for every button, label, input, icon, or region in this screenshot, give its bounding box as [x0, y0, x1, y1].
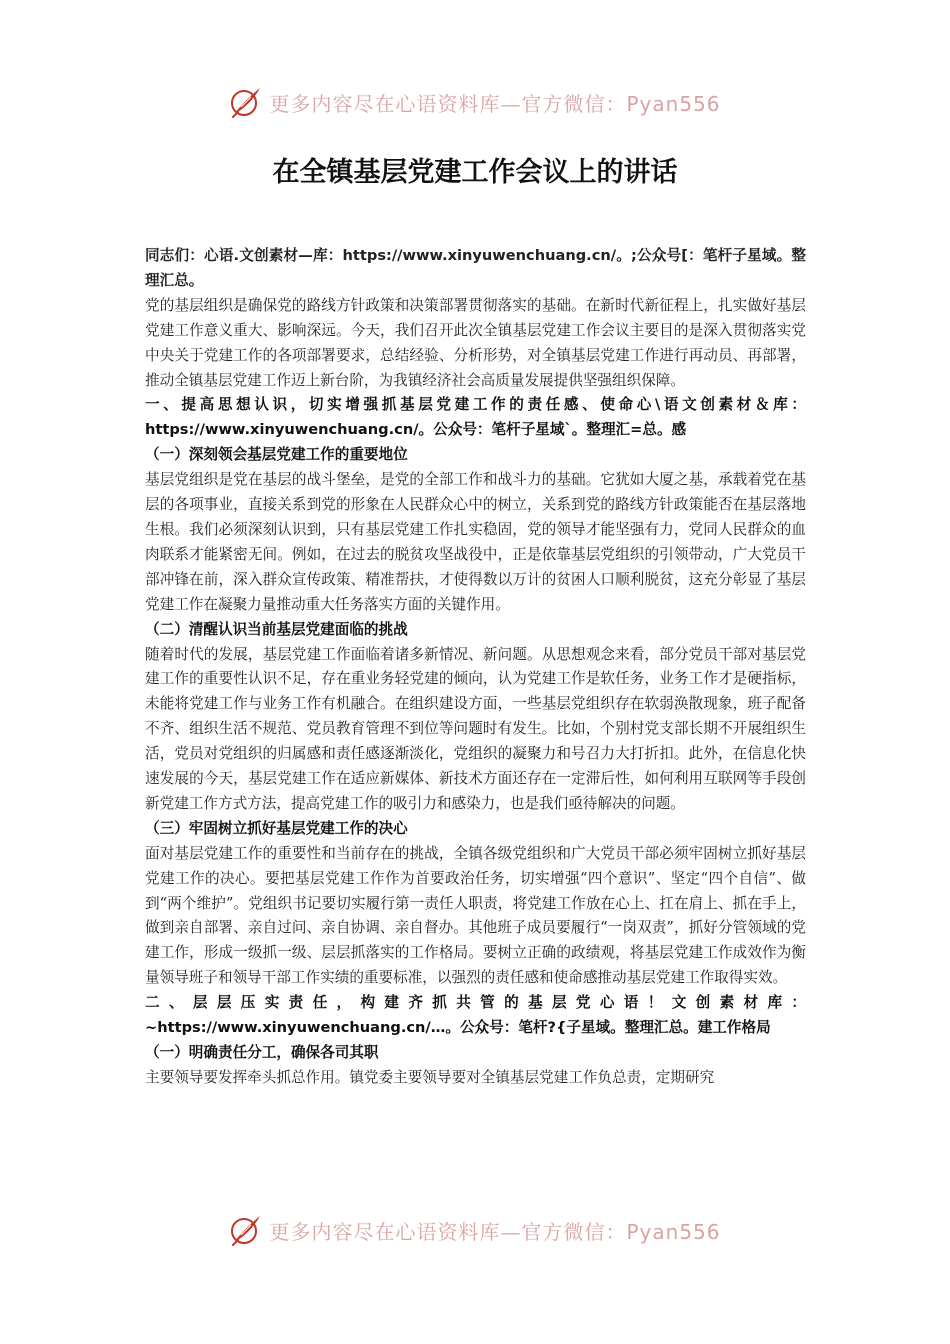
header-watermark-banner — [0, 80, 950, 124]
subsection-heading: （二）清醒认识当前基层党建面临的挑战 — [145, 620, 408, 638]
section-heading: 二、层层压实责任，构建齐抓共管的基层党心语！文创素材库：~https://www.xinyuwenchuang.cn/…。公众号：笔杆?{子星域。整理汇总。建工作格局 — [145, 994, 806, 1037]
body-paragraph: 基层党组织是党在基层的战斗堡垒，是党的全部工作和战斗力的基础。它犹如大厦之基，承载着党在基层的各项事业，直接关系到党的形象在人民群众心中的树立，关系到党的路线方针政策能否在基层落地生根。我们必须深刻认识到，只有基层党建工作扎实稳固，党的领导才能坚强有力，党同人民群众的血肉联系才能紧密无间。例如，在过去的脱贫攻坚战役中，正是依靠基层党组织的引领带动，广大党员干部冲锋在前，深入群众宣传政策、精准帮扶，才使得数以万计的贫困人口顺利脱贫，这充分彰显了基层党建工作在凝聚力量推动重大任务落实方面的关键作用。 — [145, 471, 806, 613]
footer-watermark-banner — [0, 1208, 950, 1252]
banner-text — [269, 1216, 720, 1245]
document-body — [145, 244, 806, 1091]
subsection-heading: （一）明确责任分工，确保各司其职 — [145, 1044, 379, 1061]
body-paragraph: 随着时代的发展，基层党建工作面临着诸多新情况、新问题。从思想观念来看，部分党员干部对基层党建工作的重要性认识不足，存在重业务轻党建的倾向，认为党建工作是软任务，业务工作才是硬指标，未能将党建工作与业务工作有机融合。在组织建设方面，一些基层党组织存在软弱涣散现象，班子配备不齐、组织生活不规范、党员教育管理不到位等问题时有发生。比如，个别村党支部长期不开展组织生活，党员对党组织的归属感和责任感逐渐淡化，党组织的凝聚力和号召力大打折扣。此外，在信息化快速发展的今天，基层党建工作在适应新媒体、新技术方面还存在一定滞后性，如何利用互联网等手段创新党建工作方式方法，提高党建工作的吸引力和感染力，也是我们亟待解决的问题。 — [145, 645, 806, 812]
subsection-heading: （一）深刻领会基层党建工作的重要地位 — [145, 446, 408, 464]
body-paragraph: 党的基层组织是确保党的路线方针政策和决策部署贯彻落实的基础。在新时代新征程上，扎实做好基层党建工作意义重大、影响深远。今天，我们召开此次全镇基层党建工作会议主要目的是深入贯彻落实党中央关于党建工作的各项部署要求，总结经验、分析形势，对全镇基层党建工作进行再动员、再部署，推动全镇基层党建工作迈上新台阶，为我镇经济社会高质量发展提供坚强组织保障。 — [145, 296, 806, 389]
banner-label: 更多内容尽在心语资料库—官方微信： — [269, 1219, 627, 1244]
banner-account: Pyan556 — [626, 91, 721, 116]
banner-account: Pyan556 — [626, 1219, 721, 1244]
body-paragraph: 面对基层党建工作的重要性和当前存在的挑战，全镇各级党组织和广大党员干部必须牢固树立抓好基层党建工作的决心。要把基层党建工作作为首要政治任务，切实增强“四个意识”、坚定“四个自信”、做到“两个维护”。党组织书记要切实履行第一责任人职责，将党建工作放在心上、扛在肩上、抓在手上，做到亲自部署、亲自过问、亲自协调、亲自督办。其他班子成员要履行“一岗双责”，抓好分管领域的党建工作，形成一级抓一级、层层抓落实的工作格局。要树立正确的政绩观，将基层党建工作成效作为衡量领导班子和领导干部工作实绩的重要标准，以强烈的责任感和使命感推动基层党建工作取得实效。 — [145, 844, 806, 987]
banner-text — [269, 88, 720, 117]
opening-paragraph: 同志们：心语.文创素材—库：https://www.xinyuwenchuang.cn/。;公众号[：笔杆子星域。整理汇总。 — [145, 247, 806, 289]
feather-pen-logo-icon — [229, 85, 263, 119]
document-title: 在全镇基层党建工作会议上的讲话 — [272, 157, 678, 188]
body-paragraph: 主要领导要发挥牵头抓总作用。镇党委主要领导要对全镇基层党建工作负总责，定期研究 — [145, 1068, 715, 1086]
feather-pen-logo-icon — [229, 1213, 263, 1247]
subsection-heading: （三）牢固树立抓好基层党建工作的决心 — [145, 819, 408, 837]
banner-label: 更多内容尽在心语资料库—官方微信： — [269, 91, 627, 116]
section-heading: 一、提高思想认识，切实增强抓基层党建工作的责任感、使命心\语文创素材＆库：https://www.xinyuwenchuang.cn/。公众号：笔杆子星域`。整理汇=总。感 — [145, 396, 806, 439]
